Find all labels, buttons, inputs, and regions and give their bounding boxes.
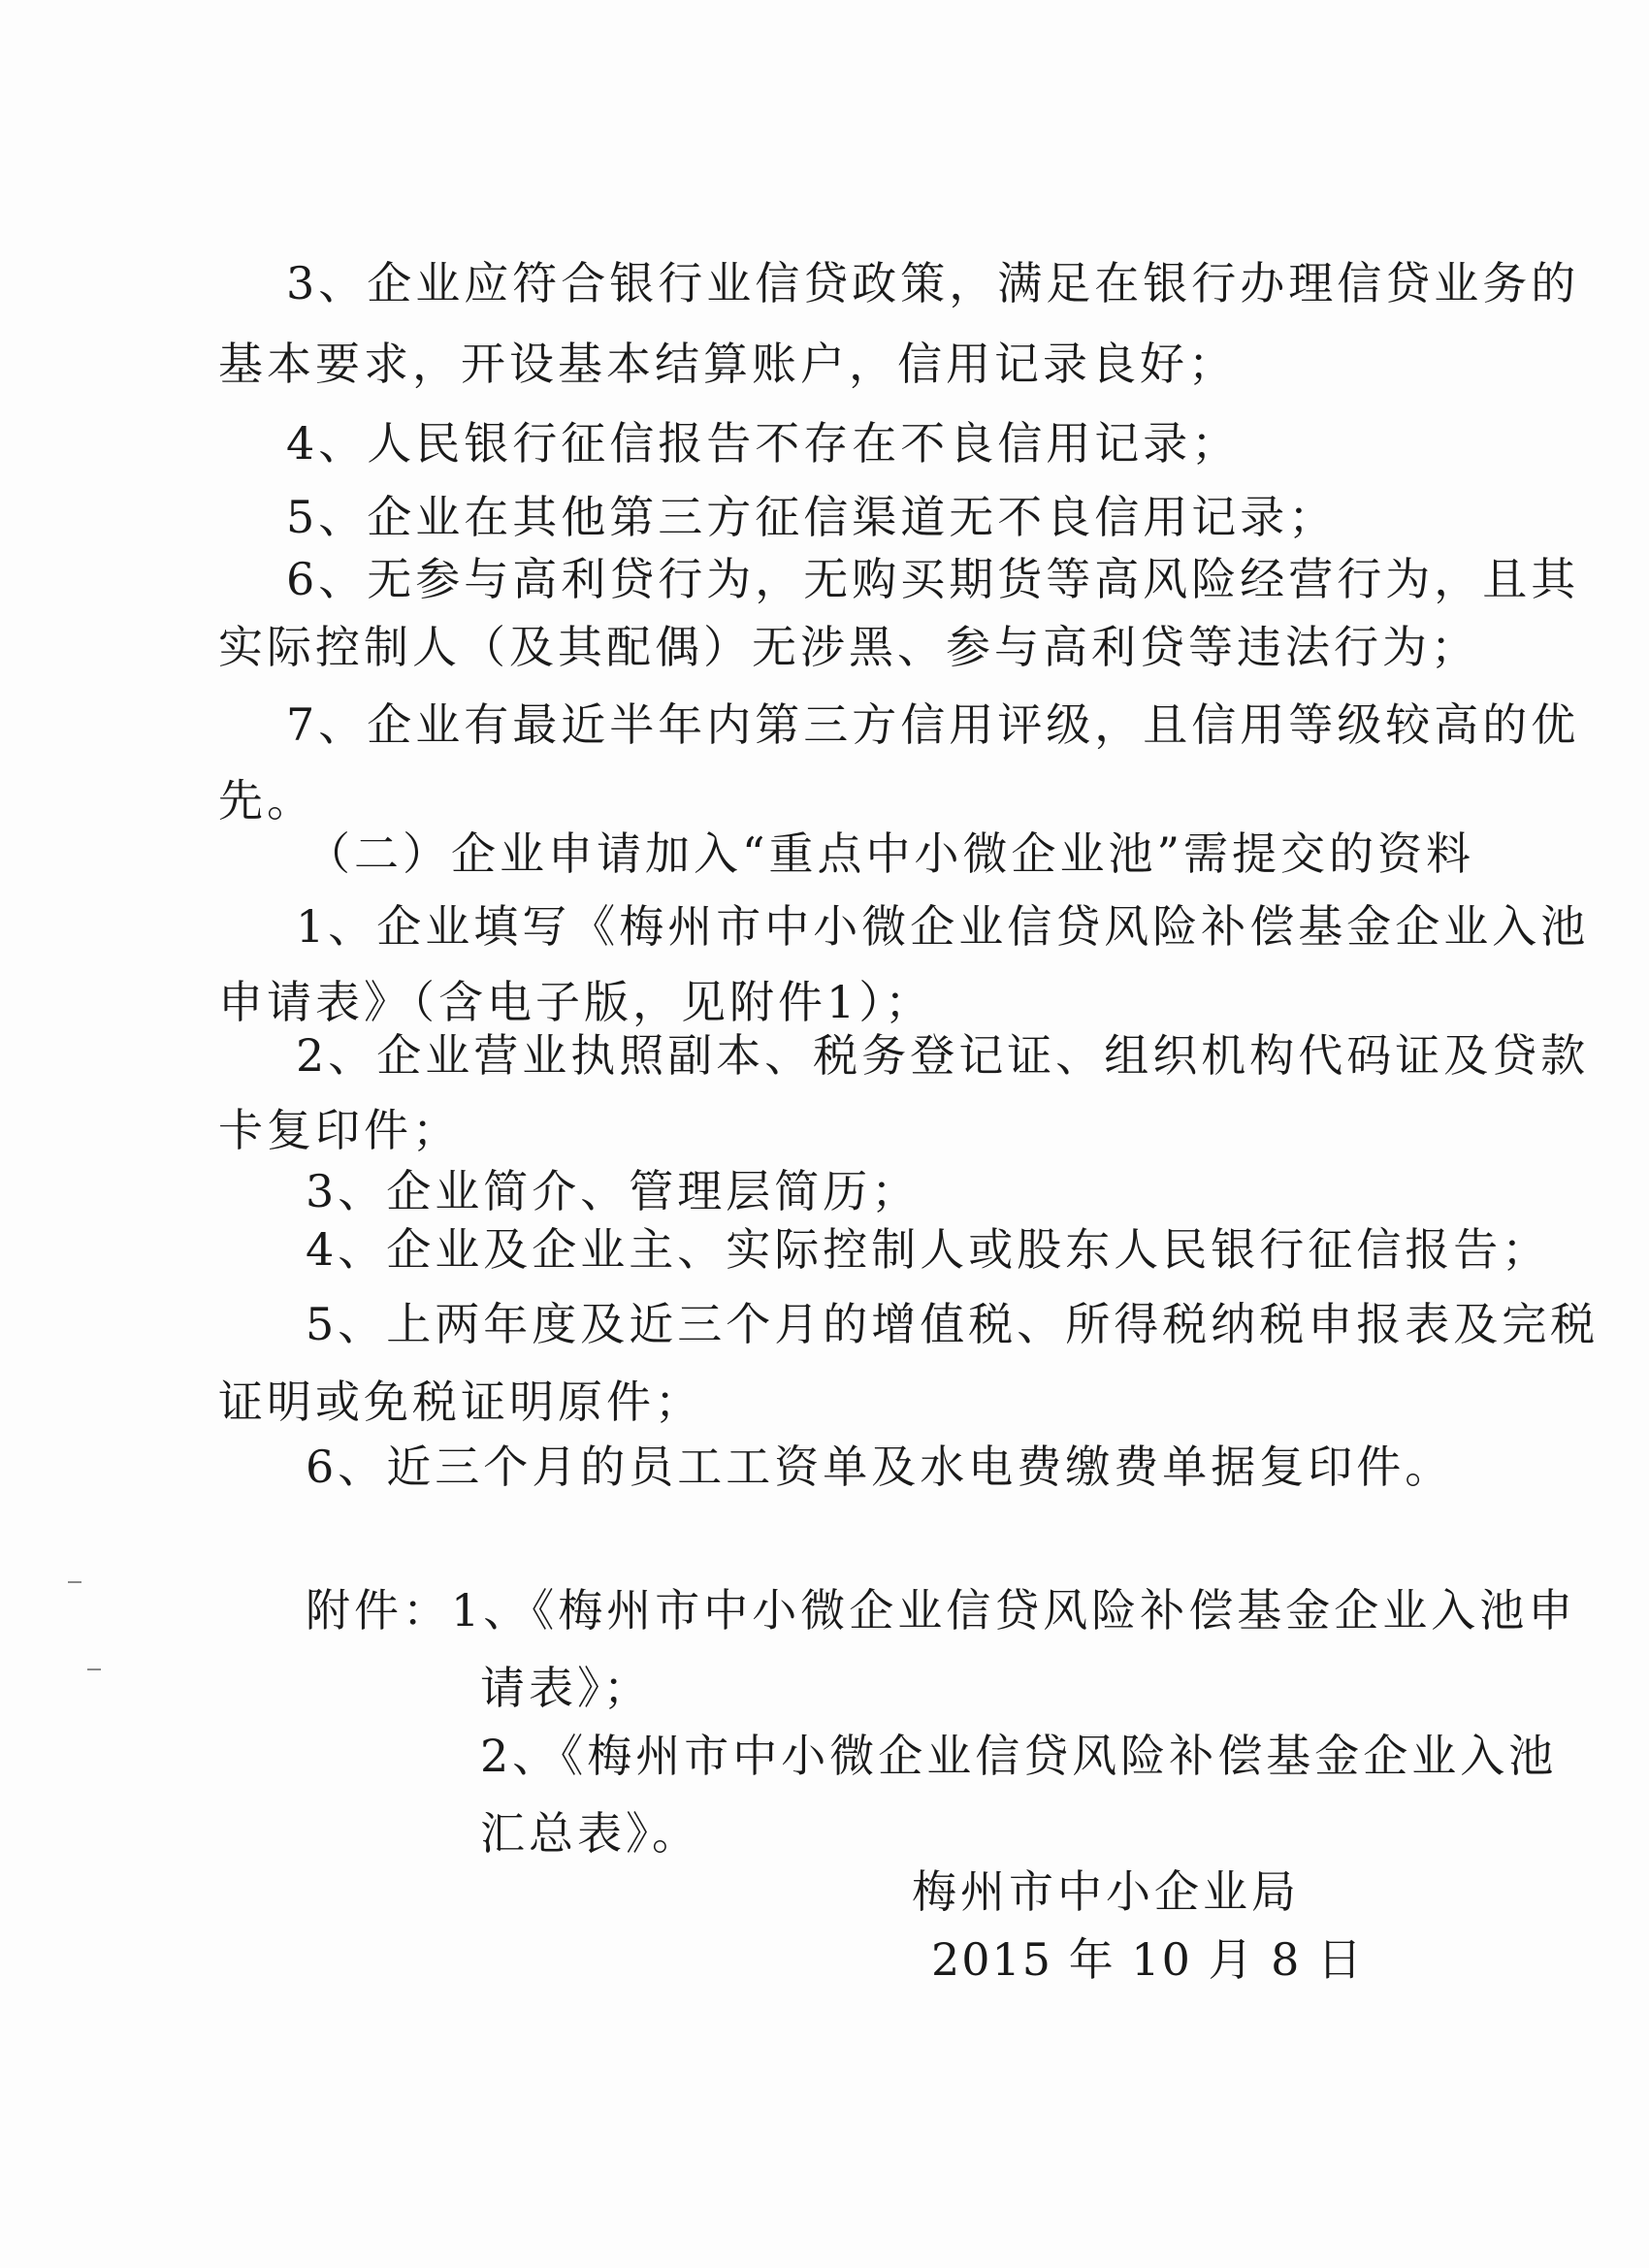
body-line: 申请表》（含电子版，见附件1）； — [218, 976, 934, 1028]
body-line: 7、企业有最近半年内第三方信用评级，且信用等级较高的优 — [286, 698, 1580, 751]
body-line: 证明或免税证明原件； — [218, 1376, 703, 1428]
body-line: 5、企业在其他第三方征信渠道无不良信用记录； — [286, 491, 1338, 543]
body-line: 5、上两年度及近三个月的增值税、所得税纳税申报表及完税 — [306, 1298, 1600, 1350]
issuer-name: 梅州市中小企业局 — [912, 1865, 1300, 1918]
section-heading: （二）企业申请加入“重点中小微企业池”需提交的资料 — [306, 827, 1475, 880]
body-line: 实际控制人（及其配偶）无涉黑、参与高利贷等违法行为； — [218, 621, 1479, 673]
body-line: 先。 — [218, 774, 315, 826]
body-line: 2、企业营业执照副本、税务登记证、组织机构代码证及贷款 — [296, 1029, 1590, 1082]
scan-mark — [87, 1669, 101, 1670]
body-line: 3、企业应符合银行业信贷政策，满足在银行办理信贷业务的 — [286, 257, 1580, 309]
body-line: 6、近三个月的员工工资单及水电费缴费单据复印件。 — [306, 1441, 1454, 1493]
body-line: 4、企业及企业主、实际控制人或股东人民银行征信报告； — [306, 1223, 1551, 1276]
body-line: 6、无参与高利贷行为，无购买期货等高风险经营行为，且其 — [286, 553, 1580, 605]
body-line: 卡复印件； — [218, 1104, 461, 1156]
attachment-line: 附件：1、《梅州市中小微企业信贷风险补偿基金企业入池申 — [306, 1584, 1577, 1636]
body-line: 4、人民银行征信报告不存在不良信用记录； — [286, 417, 1241, 470]
attachment-line: 2、《梅州市中小微企业信贷风险补偿基金企业入池 — [480, 1730, 1558, 1782]
body-line: 1、企业填写《梅州市中小微企业信贷风险补偿基金企业入池 — [296, 900, 1590, 953]
attachment-line: 汇总表》。 — [480, 1807, 700, 1860]
scan-mark — [68, 1581, 81, 1583]
attachment-line: 请表》； — [480, 1662, 652, 1714]
issue-date: 2015 年 10 月 8 日 — [931, 1933, 1364, 1986]
body-line: 基本要求，开设基本结算账户，信用记录良好； — [218, 338, 1237, 390]
body-line: 3、企业简介、管理层简历； — [306, 1165, 921, 1217]
